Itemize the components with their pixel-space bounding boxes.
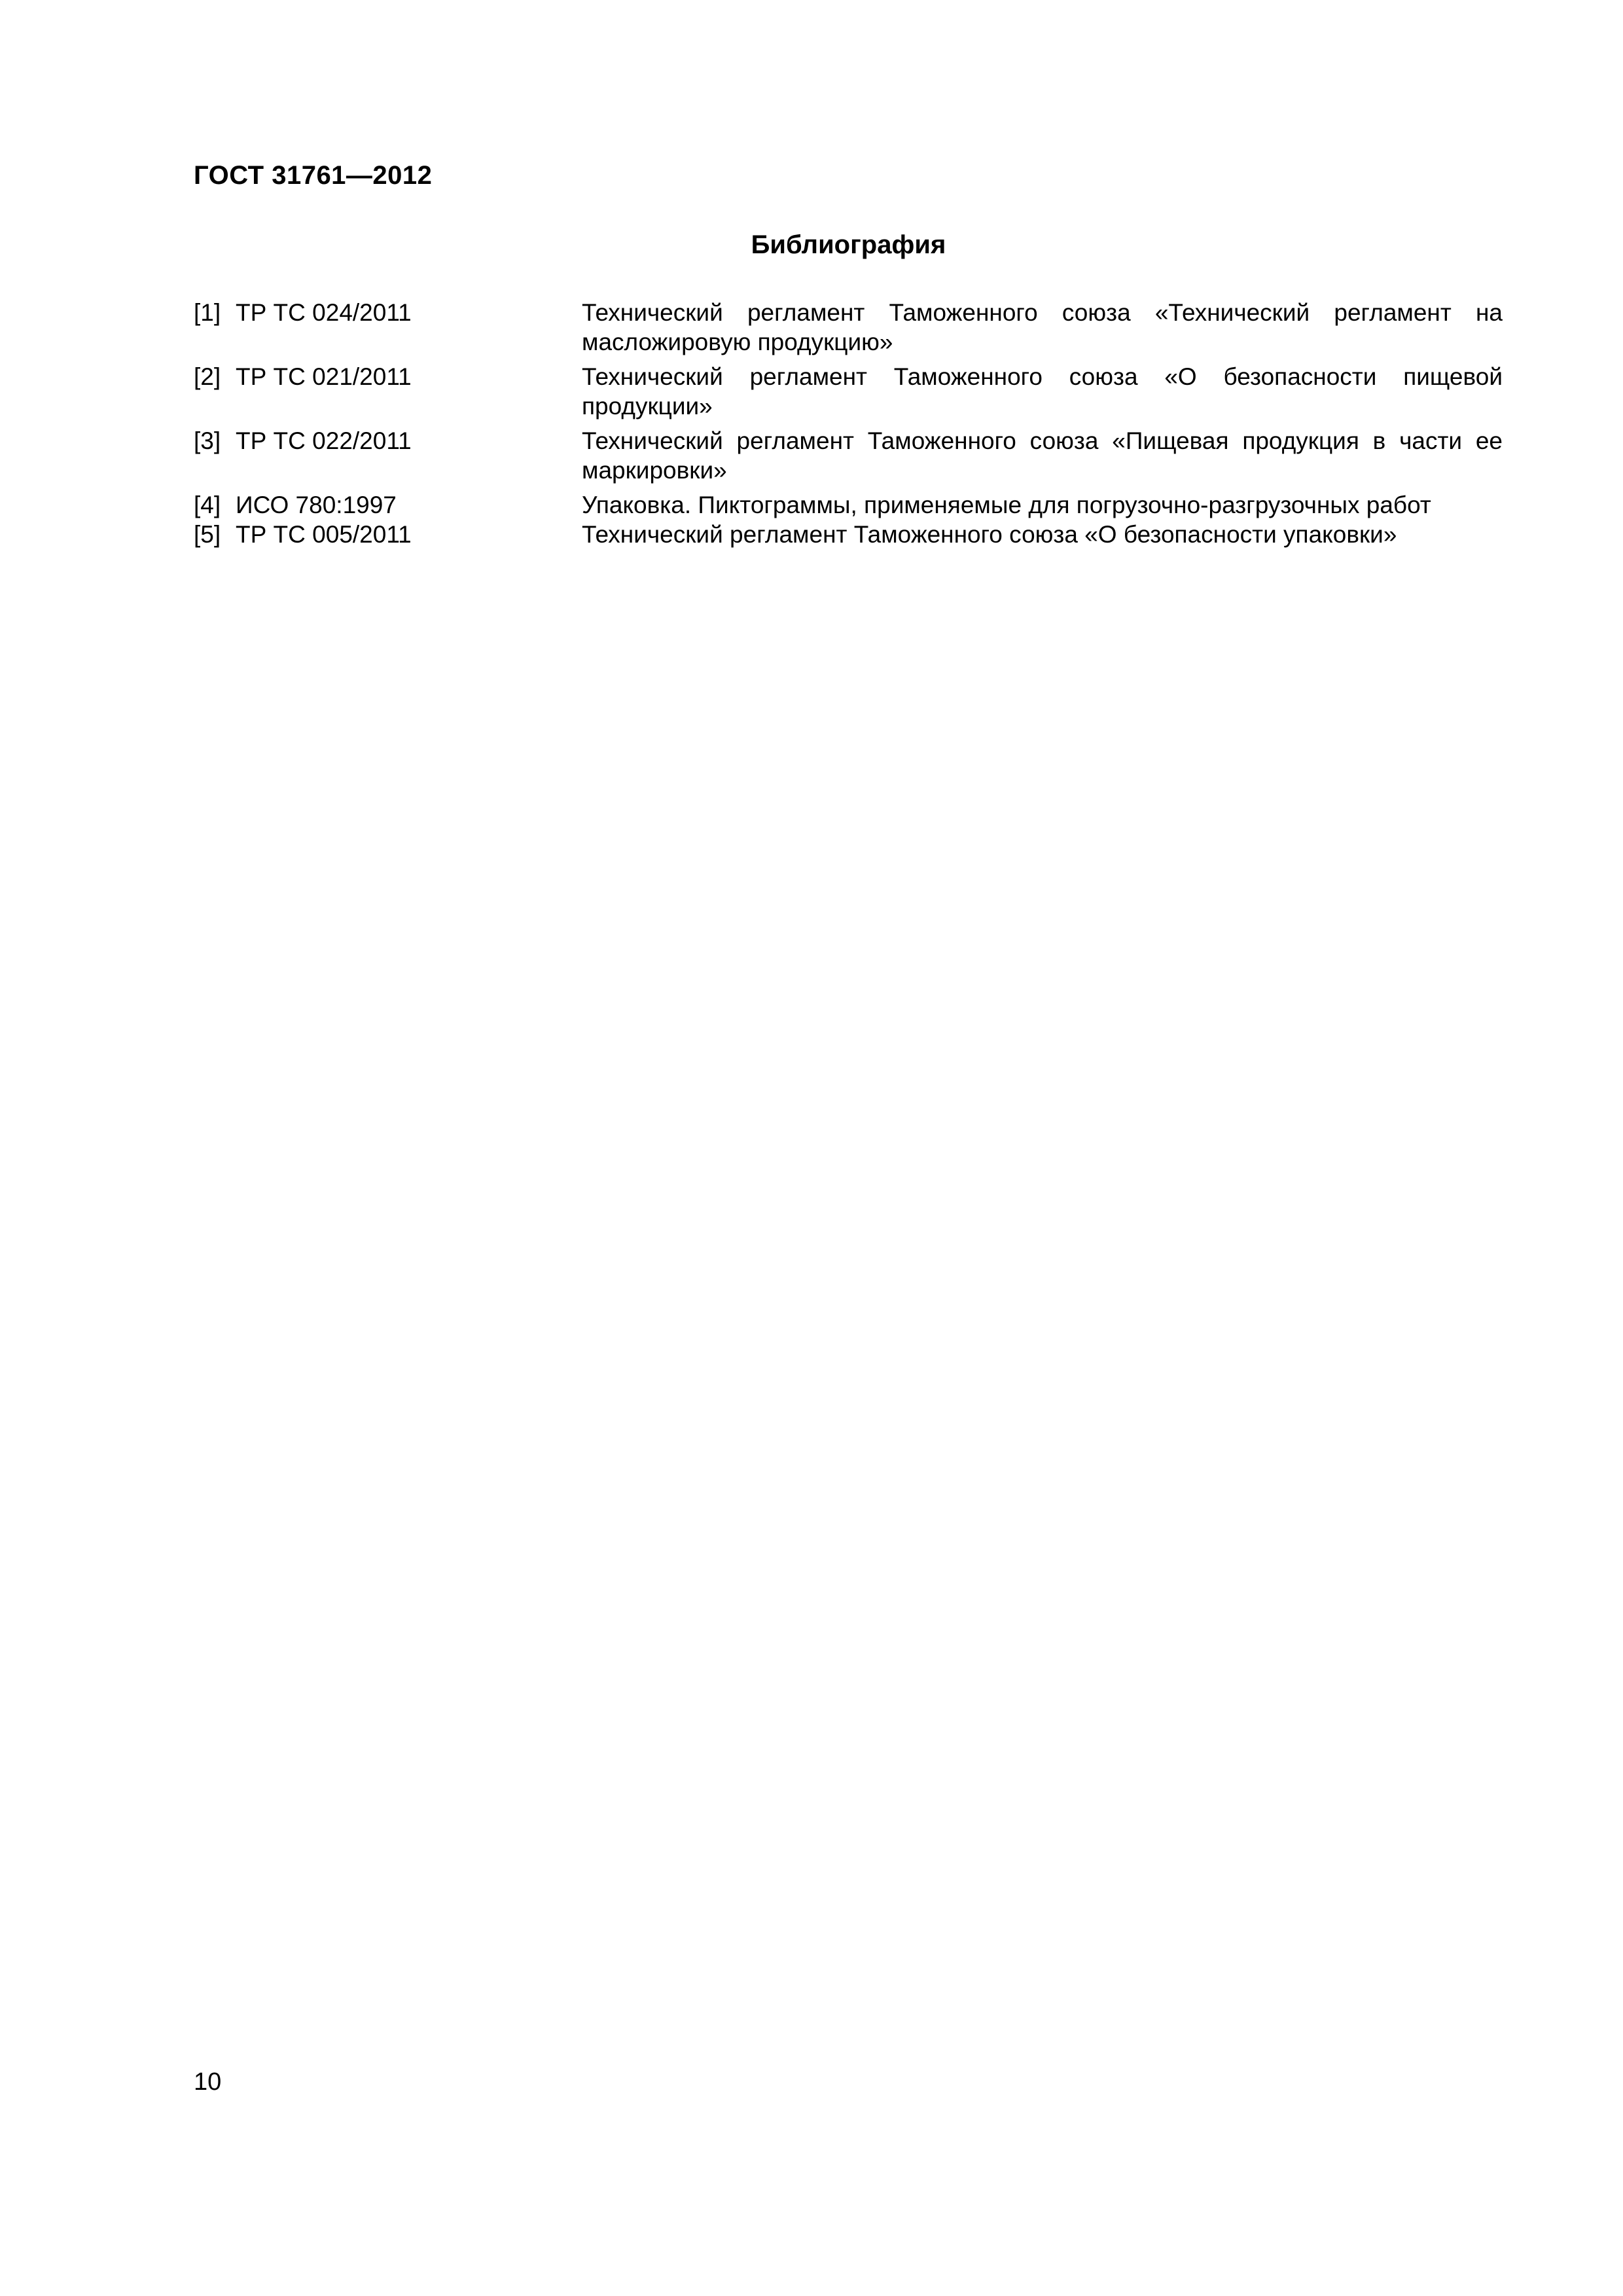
entry-title: Технический регламент Таможенного союза «О безопасности упаковки» [582, 521, 1397, 548]
entry-code: ТР ТС 005/2011 [236, 521, 412, 548]
entry-code: ТР ТС 021/2011 [236, 363, 412, 390]
entry-number: [4] [194, 492, 221, 518]
bibliography-entry [194, 362, 1503, 421]
bibliography-list [194, 298, 1503, 549]
entry-number: [5] [194, 521, 221, 548]
page-number: 10 [194, 2068, 222, 2096]
entry-title: Технический регламент Таможенного союза «Технический регламент на масложировую продукцию» [582, 299, 1503, 355]
bibliography-entry [194, 520, 1503, 549]
entry-title: Технический регламент Таможенного союза «О безопасности пищевой продукции» [582, 363, 1503, 420]
section-title: Библиография [751, 230, 946, 259]
entry-title: Технический регламент Таможенного союза «Пищевая продукция в части ее маркировки» [582, 427, 1503, 484]
entry-code: ТР ТС 022/2011 [236, 427, 412, 454]
entry-number: [2] [194, 363, 221, 390]
bibliography-entry [194, 298, 1503, 357]
document-id-header: ГОСТ 31761—2012 [194, 161, 433, 190]
entry-title: Упаковка. Пиктограммы, применяемые для погрузочно-разгрузочных работ [582, 492, 1431, 518]
entry-number: [3] [194, 427, 221, 454]
entry-code: ТР ТС 024/2011 [236, 299, 412, 326]
bibliography-entry [194, 426, 1503, 485]
entry-number: [1] [194, 299, 221, 326]
bibliography-entry [194, 490, 1503, 520]
entry-code: ИСО 780:1997 [236, 492, 397, 518]
